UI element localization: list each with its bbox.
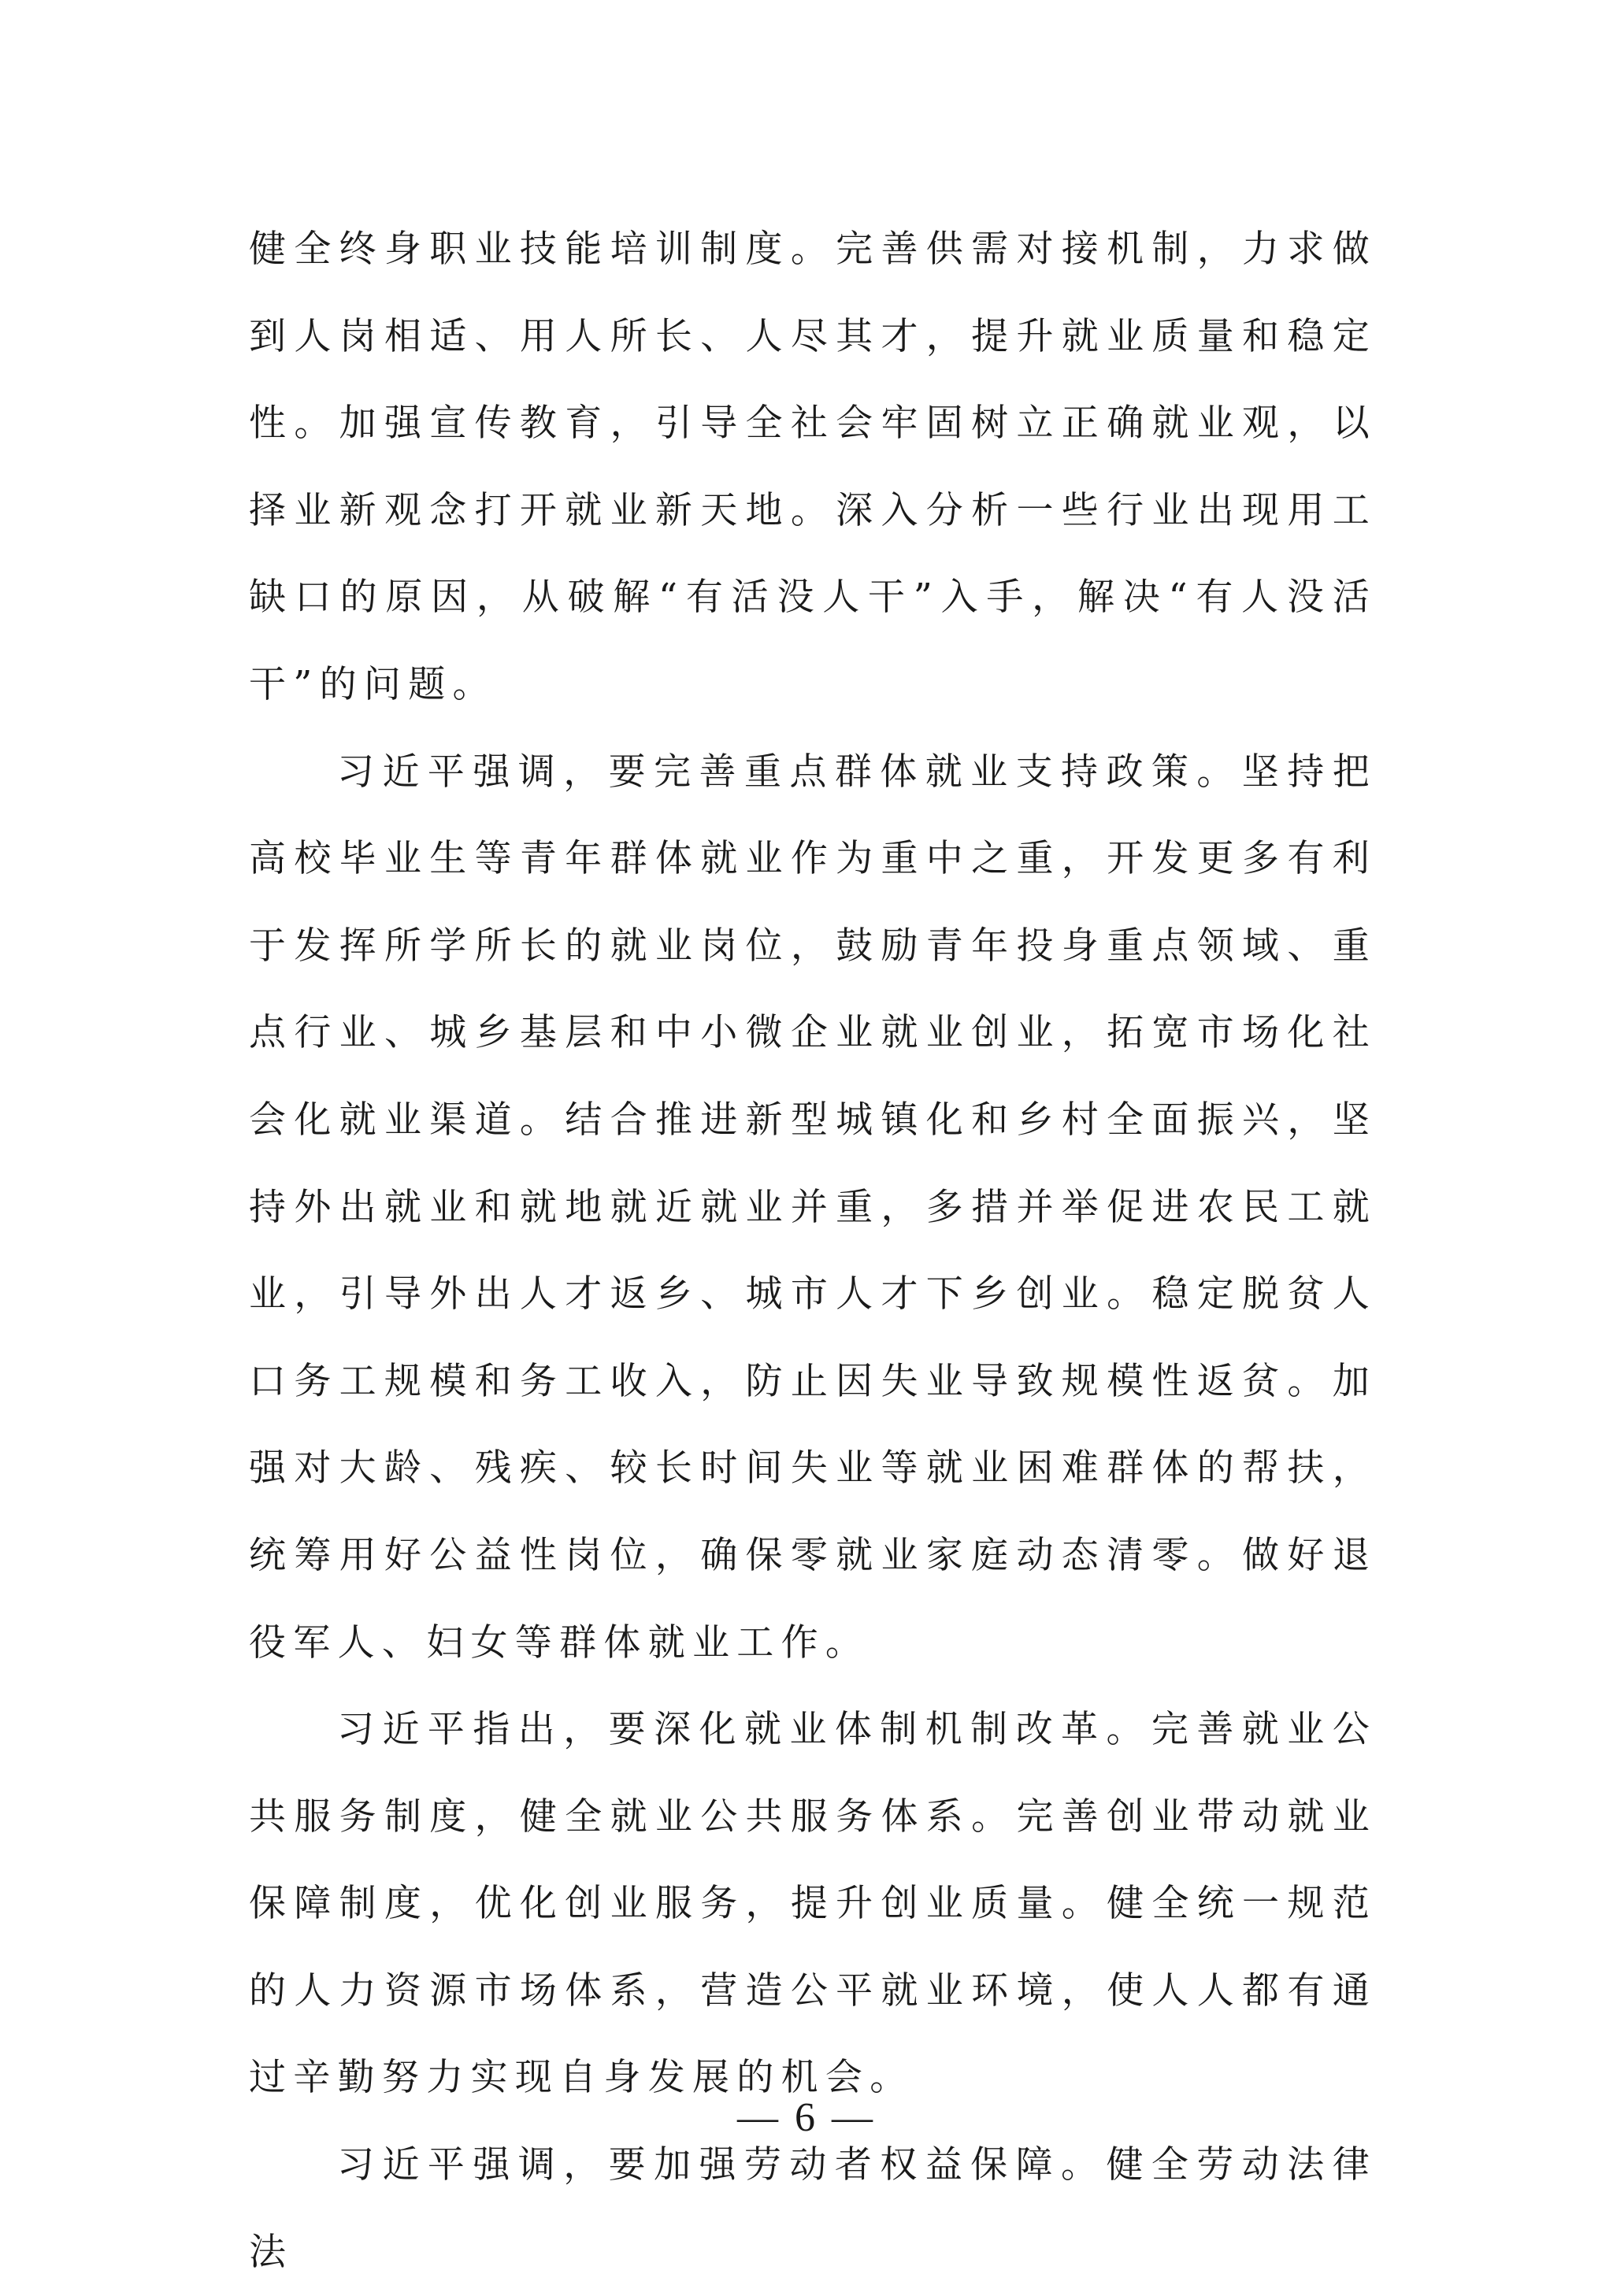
body-text xyxy=(249,206,1377,2296)
paragraph-4: 习近平强调，要加强劳动者权益保障。健全劳动法律法 xyxy=(249,2143,1377,2274)
paragraph-2: 习近平强调，要完善重点群体就业支持政策。坚持把高校毕业生等青年群体就业作为重中之重，开发更多有利于发挥所学所长的就业岗位，鼓励青年投身重点领域、重点行业、城乡基层和中小微企业就业创业，拓宽市场化社会化就业渠道。结合推进新型城镇化和乡村全面振兴，坚持外出就业和就地就近就业并重，多措并举促进农民工就业，引导外出人才返乡、城市人才下乡创业。稳定脱贫人口务工规模和务工收入，防止因失业导致规模性返贫。加强对大龄、残疾、较长时间失业等就业困难群体的帮扶，统筹用好公益性岗位，确保零就业家庭动态清零。做好退役军人、妇女等群体就业工作。 xyxy=(249,750,1377,1665)
paragraph-1: 健全终身职业技能培训制度。完善供需对接机制，力求做到人岗相适、用人所长、人尽其才，提升就业质量和稳定性。加强宣传教育，引导全社会牢固树立正确就业观，以择业新观念打开就业新天地。深入分析一些行业出现用工缺口的原因，从破解“有活没人干”入手，解决“有人没活干”的问题。 xyxy=(249,228,1377,706)
page-number: — 6 — xyxy=(737,2095,876,2140)
paragraph-3: 习近平指出，要深化就业体制机制改革。完善就业公共服务制度，健全就业公共服务体系。完善创业带动就业保障制度，优化创业服务，提升创业质量。健全统一规范的人力资源市场体系，营造公平就业环境，使人人都有通过辛勤努力实现自身发展的机会。 xyxy=(249,1708,1377,2100)
